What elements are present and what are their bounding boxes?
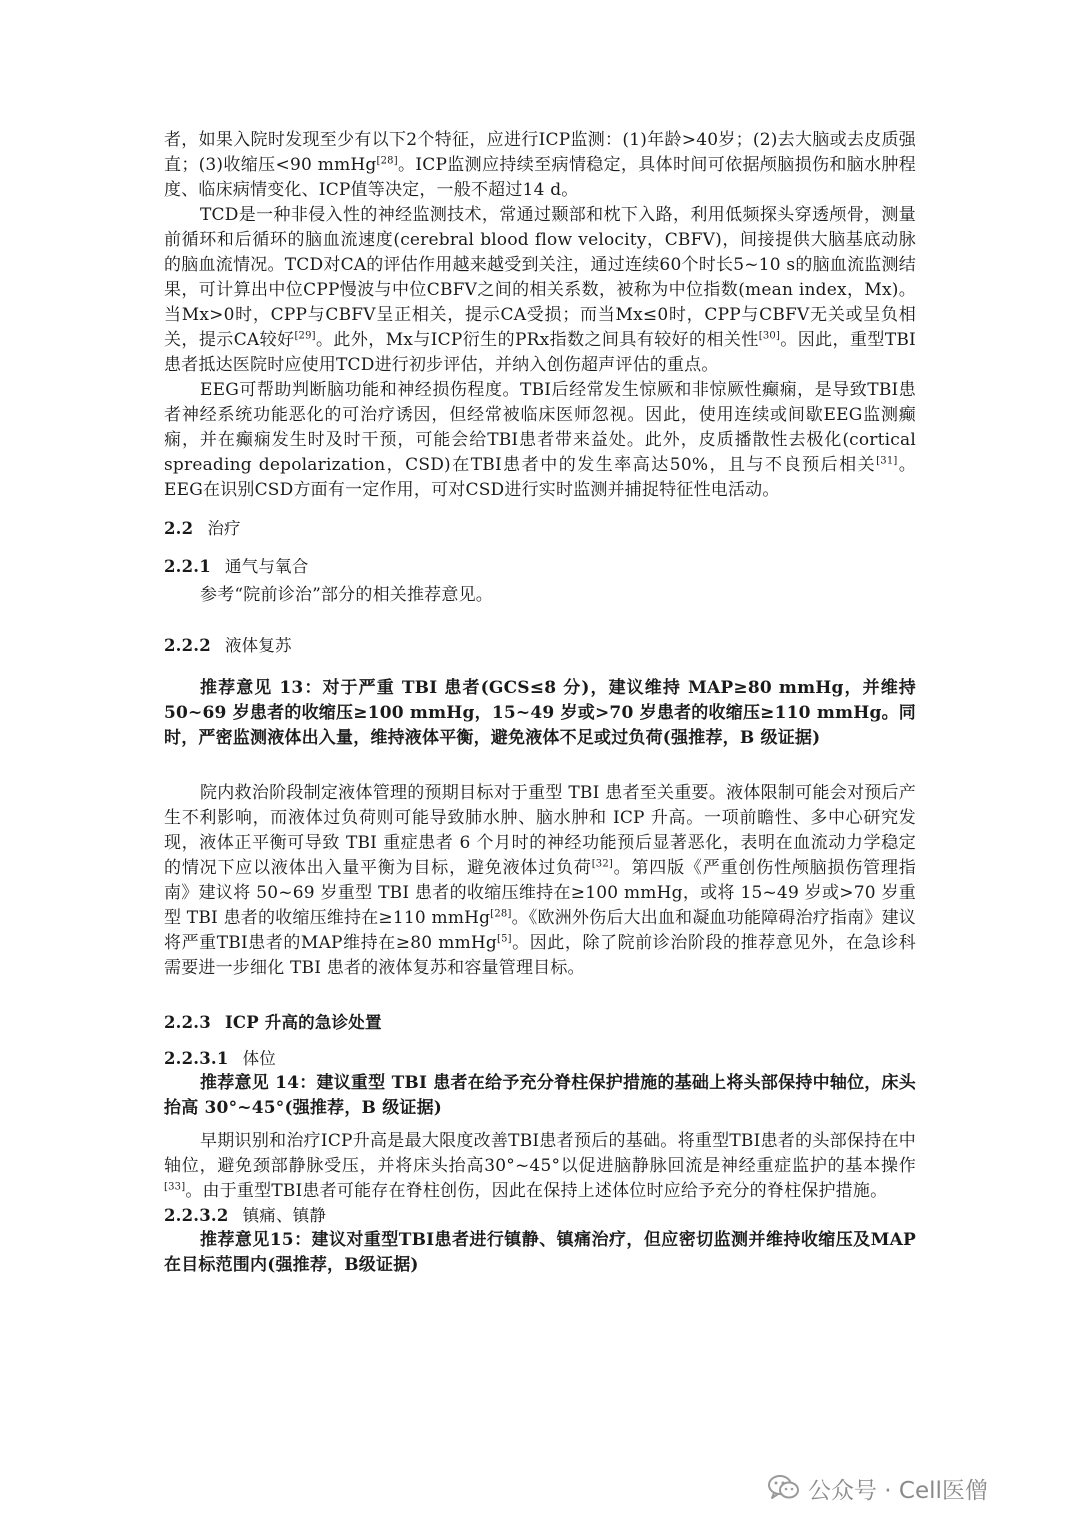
- citation: [28]: [490, 908, 512, 920]
- citation: [31]: [876, 455, 898, 467]
- recommendation-13: 推荐意见 13：对于严重 TBI 患者(GCS≤8 分)，建议维持 MAP≥80 mmHg，并维持50~69 岁患者的收缩压≥100 mmHg，15~49 岁或>70 岁患者的收缩压≥110 mmHg。同时，严密监测液体出入量，维持液体平衡，避免液体不足或过负荷(强推荐，B 级证据): [164, 678, 916, 748]
- citation: [32]: [591, 858, 614, 870]
- document-body: [164, 128, 916, 1278]
- section-heading-2-2-1: 2.2.1 通气与氧合: [164, 557, 309, 576]
- citation: [33]: [164, 1181, 186, 1193]
- section-heading-2-2-3: 2.2.3 ICP 升高的急诊处置: [164, 1013, 382, 1032]
- citation: [5]: [497, 933, 512, 945]
- citation: [29]: [294, 330, 316, 342]
- wechat-icon: [768, 1474, 800, 1502]
- section-heading-2-2-3-1: 2.2.3.1 体位: [164, 1049, 276, 1068]
- citation: [28]: [376, 155, 398, 167]
- recommendation-15: 推荐意见15：建议对重型TBI患者进行镇静、镇痛治疗，但应密切监测并维持收缩压及MAP在目标范围内(强推荐，B级证据): [164, 1230, 916, 1275]
- paragraph-tcd: TCD是一种非侵入性的神经监测技术，常通过颞部和枕下入路，利用低频探头穿透颅骨，测量前循环和后循环的脑血流速度(cerebral blood flow velocity，CBFV)，间接提供大脑基底动脉的脑血流情况。TCD对CA的评估作用越来越受到关注，通过连续60个时长5~10 s的脑血流监测结果，可计算出中位CPP慢波与中位CBFV之间的相关系数，被称为中位指数(mean index，Mx)。当Mx>0时，CPP与CBFV呈正相关，提示CA受损；而当Mx≤0时，CPP与CBFV无关或呈负相关，提示CA较好[29]。此外，Mx与ICP衍生的PRx指数之间具有较好的相关性[30]。因此，重型TBI患者抵达医院时应使用TCD进行初步评估，并纳入创伤超声评估的重点。: [164, 205, 916, 375]
- recommendation-14: 推荐意见 14：建议重型 TBI 患者在给予充分脊柱保护措施的基础上将头部保持中轴位，床头抬高 30°~45°(强推荐，B 级证据): [164, 1073, 916, 1118]
- paragraph-fluid-management: 院内救治阶段制定液体管理的预期目标对于重型 TBI 患者至关重要。液体限制可能会对预后产生不利影响，而液体过负荷则可能导致肺水肿、脑水肿和 ICP 升高。一项前瞻性、多中心研究发现，液体正平衡可导致 TBI 重症患者 6 个月时的神经功能预后显著恶化，表明在血流动力学稳定的情况下应以液体出入量平衡为目标，避免液体过负荷[32]。第四版《严重创伤性颅脑损伤管理指南》建议将 50~69 岁重型 TBI 患者的收缩压维持在≥100 mmHg，或将 15~49 岁或>70 岁重型 TBI 患者的收缩压维持在≥110 mmHg[28]。《欧洲外伤后大出血和凝血功能障碍治疗指南》建议将严重TBI患者的MAP维持在≥80 mmHg[5]。因此，除了院前诊治阶段的推荐意见外，在急诊科需要进一步细化 TBI 患者的液体复苏和容量管理目标。: [164, 783, 916, 978]
- section-heading-2-2-3-2: 2.2.3.2 镇痛、镇静: [164, 1206, 327, 1225]
- citation: [30]: [758, 330, 781, 342]
- section-heading-2-2: 2.2 治疗: [164, 519, 241, 538]
- section-heading-2-2-2: 2.2.2 液体复苏: [164, 636, 292, 655]
- watermark: [768, 1468, 988, 1508]
- paragraph-ventilation-ref: 参考“院前诊治”部分的相关推荐意见。: [200, 585, 493, 605]
- paragraph-icp-monitoring: 者，如果入院时发现至少有以下2个特征，应进行ICP监测：(1)年龄>40岁；(2)去大脑或去皮质强直；(3)收缩压<90 mmHg[28]。ICP监测应持续至病情稳定，具体时间可依据颅脑损伤和脑水肿程度、临床病情变化、ICP值等决定，一般不超过14 d。: [164, 130, 916, 200]
- paragraph-positioning: 早期识别和治疗ICP升高是最大限度改善TBI患者预后的基础。将重型TBI患者的头部保持在中轴位，避免颈部静脉受压，并将床头抬高30°~45°以促进脑静脉回流是神经重症监护的基本操作[33]。由于重型TBI患者可能存在脊柱创伤，因此在保持上述体位时应给予充分的脊柱保护措施。: [164, 1131, 916, 1201]
- watermark-text: 公众号 · Cell医僧: [808, 1477, 988, 1504]
- paragraph-eeg: EEG可帮助判断脑功能和神经损伤程度。TBI后经常发生惊厥和非惊厥性癫痫，是导致TBI患者神经系统功能恶化的可治疗诱因，但经常被临床医师忽视。因此，使用连续或间歇EEG监测癫痫，并在癫痫发生时及时干预，可能会给TBI患者带来益处。此外，皮质播散性去极化(cortical spreading depolarization，CSD)在TBI患者中的发生率高达50%，且与不良预后相关[31]。EEG在识别CSD方面有一定作用，可对CSD进行实时监测并捕捉特征性电活动。: [164, 380, 916, 500]
